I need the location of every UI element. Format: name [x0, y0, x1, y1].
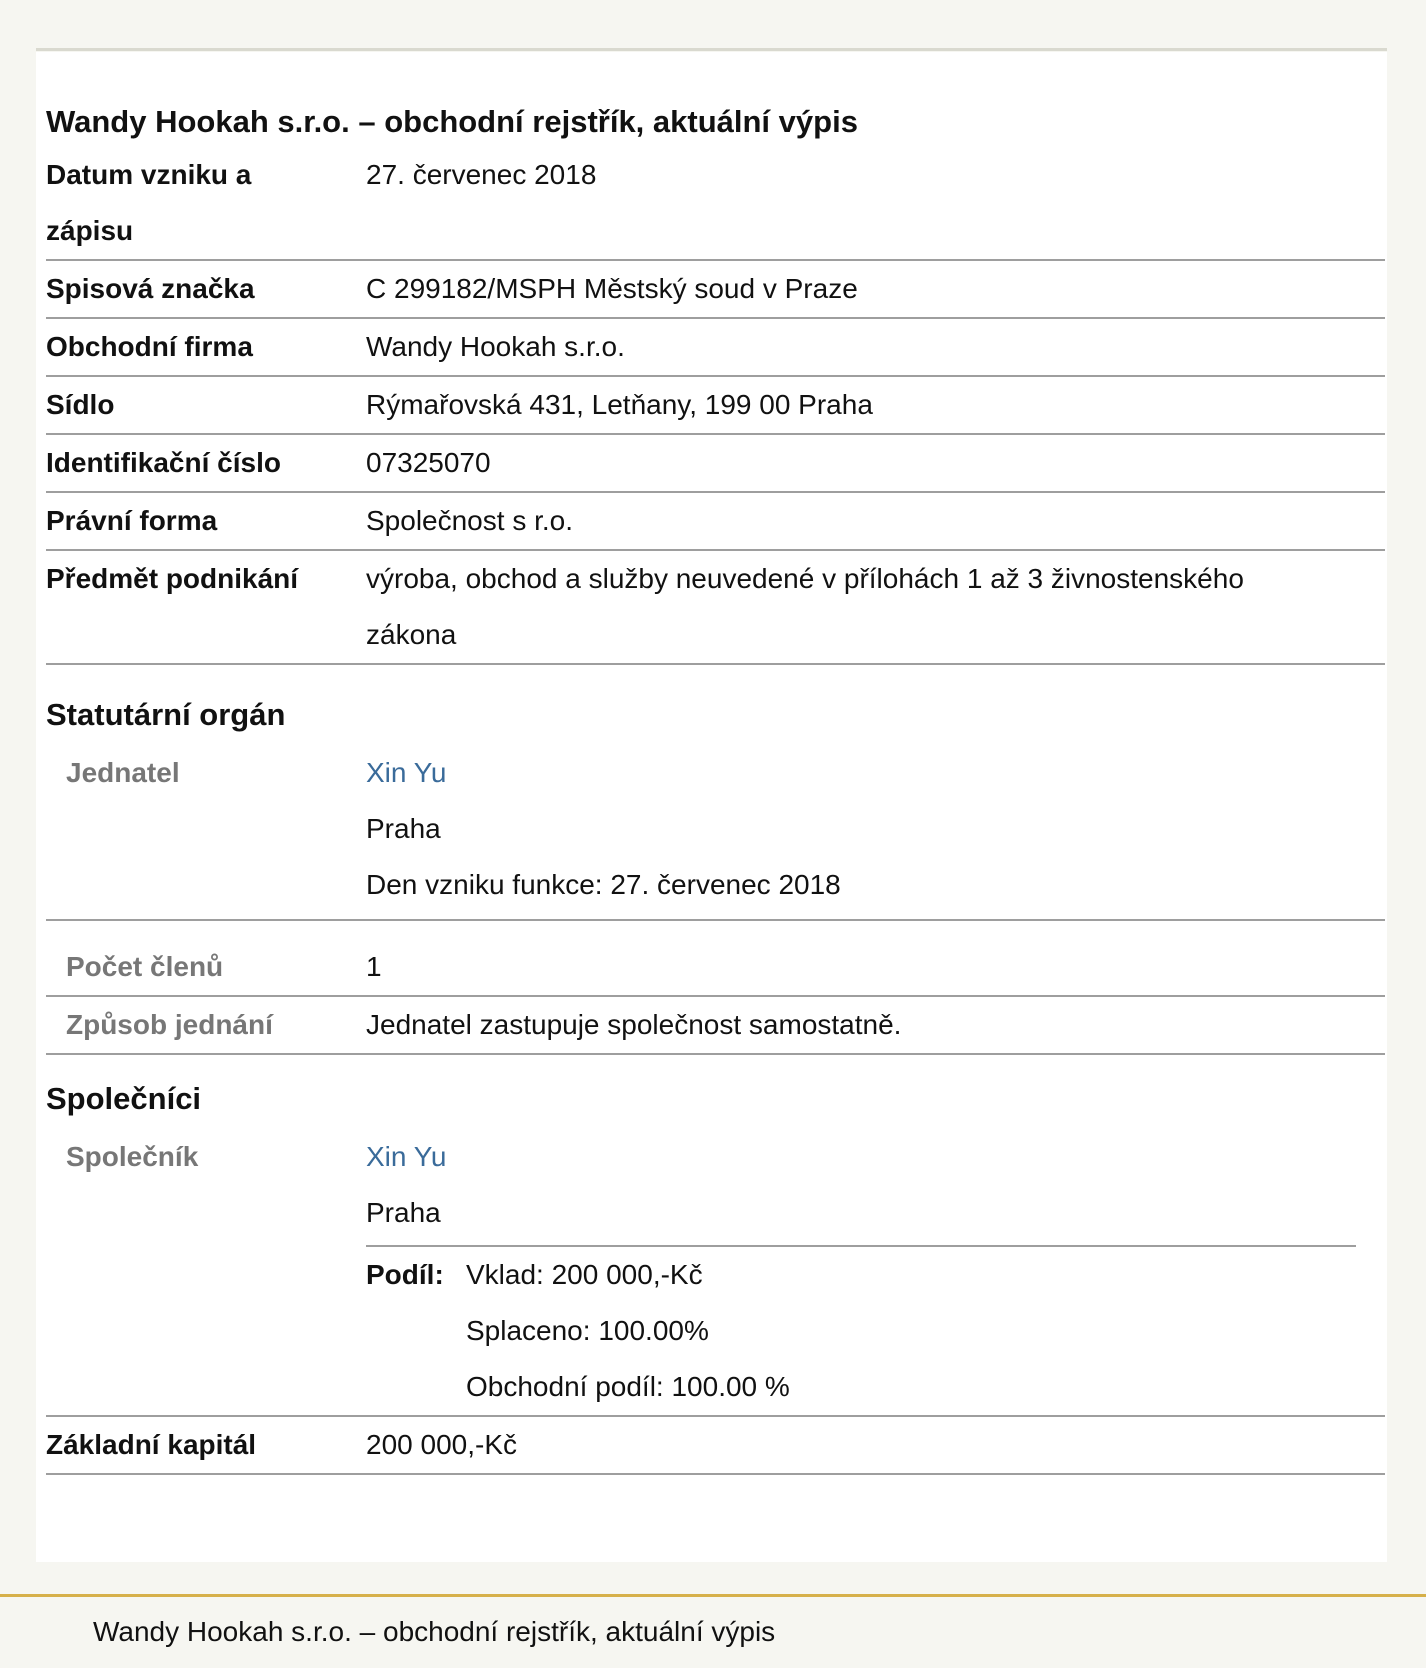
row-jednatel-value	[366, 745, 1385, 913]
share-vklad: Vklad: 200 000,-Kč	[466, 1259, 703, 1290]
jednatel-city: Praha	[366, 813, 441, 844]
top-divider	[36, 48, 1387, 51]
share-details	[466, 1247, 790, 1415]
row-spolecnik-value	[366, 1129, 1385, 1415]
row-forma	[46, 493, 1385, 551]
row-ico	[46, 435, 1385, 493]
row-predmet-value: výroba, obchod a služby neuvedené v přílohách 1 až 3 živnostenského zákona	[366, 563, 1244, 650]
row-ico-label: Identifikační číslo	[46, 447, 281, 478]
row-spisova-value: C 299182/MSPH Městský soud v Praze	[366, 273, 858, 304]
row-pocet	[46, 921, 1385, 997]
jednatel-name-link[interactable]: Xin Yu	[366, 757, 447, 788]
registry-content	[46, 52, 1385, 1475]
spolecnici-heading: Společníci	[46, 1081, 202, 1116]
row-pocet-value: 1	[366, 951, 382, 982]
row-spisova	[46, 261, 1385, 319]
row-jednatel-label: Jednatel	[66, 757, 180, 788]
row-ico-value: 07325070	[366, 447, 491, 478]
footer-divider	[0, 1594, 1426, 1597]
registry-card	[36, 52, 1387, 1562]
footer-title: Wandy Hookah s.r.o. – obchodní rejstřík, aktuální výpis	[93, 1616, 776, 1647]
row-predmet-label: Předmět podnikání	[46, 563, 299, 594]
row-datum-value: 27. červenec 2018	[366, 159, 597, 190]
jednatel-since: Den vzniku funkce: 27. červenec 2018	[366, 869, 841, 900]
row-spolecnik-label: Společník	[66, 1141, 199, 1172]
row-sidlo-value: Rýmařovská 431, Letňany, 199 00 Praha	[366, 389, 873, 420]
share-splaceno: Splaceno: 100.00%	[466, 1315, 709, 1346]
row-sidlo-label: Sídlo	[46, 389, 115, 420]
share-label: Podíl:	[366, 1259, 444, 1290]
row-firma-label: Obchodní firma	[46, 331, 253, 362]
row-datum	[46, 147, 1385, 261]
share-podil: Obchodní podíl: 100.00 %	[466, 1371, 790, 1402]
row-zpusob	[46, 997, 1385, 1055]
row-spisova-label: Spisová značka	[46, 273, 255, 304]
page-title: Wandy Hookah s.r.o. – obchodní rejstřík, aktuální výpis	[46, 104, 858, 139]
row-pocet-label: Počet členů	[66, 951, 224, 982]
statutarni-heading: Statutární orgán	[46, 697, 286, 732]
spolecnik-share	[366, 1245, 1356, 1415]
row-kapital	[46, 1417, 1385, 1475]
spolecnik-name-link[interactable]: Xin Yu	[366, 1141, 447, 1172]
row-zpusob-label: Způsob jednání	[66, 1009, 273, 1040]
row-predmet	[46, 551, 1385, 665]
row-firma-value: Wandy Hookah s.r.o.	[366, 331, 625, 362]
spolecnik-city: Praha	[366, 1197, 441, 1228]
row-kapital-label: Základní kapitál	[46, 1429, 257, 1460]
row-forma-value: Společnost s r.o.	[366, 505, 574, 536]
row-firma	[46, 319, 1385, 377]
row-zpusob-value: Jednatel zastupuje společnost samostatně.	[366, 1009, 902, 1040]
row-datum-label: Datum vzniku a zápisu	[46, 159, 252, 246]
row-spolecnik	[46, 1129, 1385, 1417]
row-sidlo	[46, 377, 1385, 435]
row-jednatel	[46, 745, 1385, 921]
row-forma-label: Právní forma	[46, 505, 218, 536]
row-kapital-value: 200 000,-Kč	[366, 1429, 517, 1460]
